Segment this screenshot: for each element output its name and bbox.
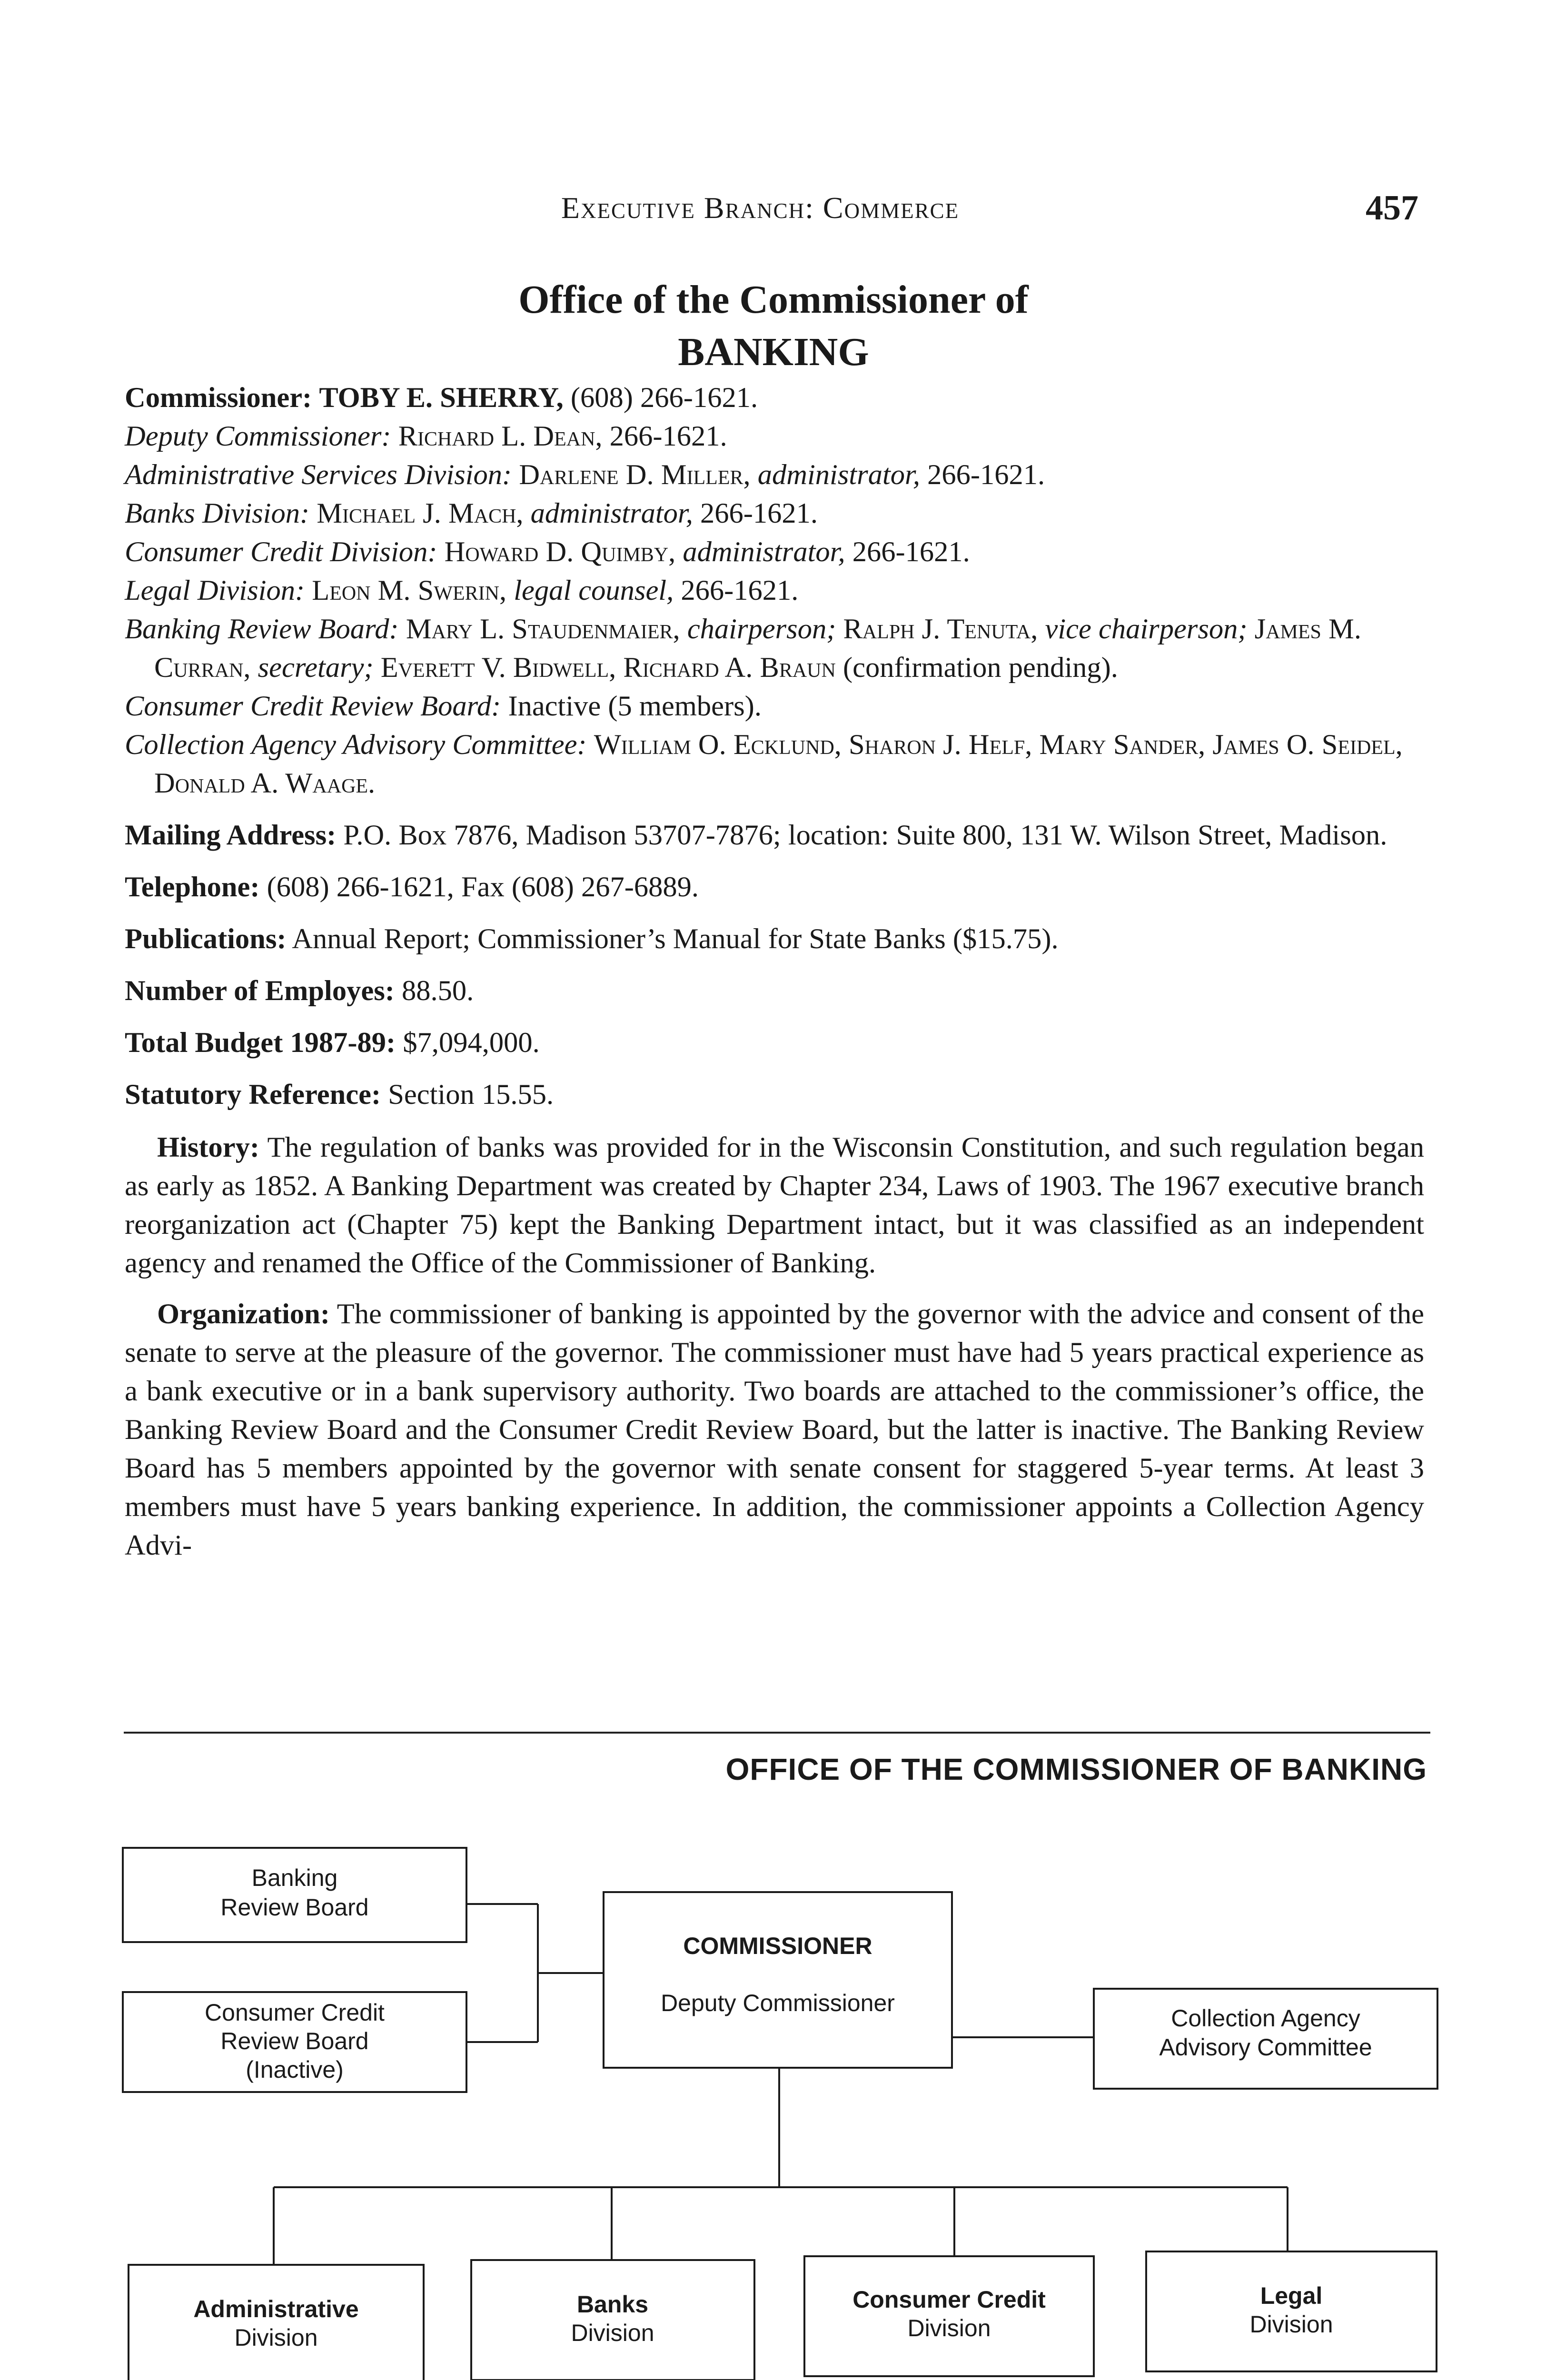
page-number: 457 bbox=[1366, 188, 1418, 228]
caac-box bbox=[1094, 1989, 1437, 2089]
commissioner-box bbox=[604, 1892, 952, 2068]
legal-division-box bbox=[1146, 2251, 1437, 2371]
cc-division-label: Consumer Credit Division: bbox=[125, 536, 437, 568]
deputy-phone: 266-1621. bbox=[609, 420, 727, 452]
org-chart-title: OFFICE OF THE COMMISSIONER OF BANKING bbox=[725, 1752, 1427, 1786]
deputy-name: Richard L. Dean, bbox=[398, 420, 603, 452]
brb-member-2: Ralph J. Tenuta, bbox=[843, 613, 1038, 645]
banks-division-phone: 266-1621. bbox=[700, 497, 818, 529]
legal-division-phone: 266-1621. bbox=[681, 575, 799, 606]
cc-division-box bbox=[804, 2256, 1094, 2376]
caac-box-line2: Advisory Committee bbox=[1159, 2034, 1372, 2061]
legal-division-box-line1: Legal bbox=[1260, 2282, 1323, 2309]
employees-value: 88.50. bbox=[402, 975, 474, 1007]
banks-division-name: Michael J. Mach, bbox=[317, 497, 524, 529]
commissioner-box-title: COMMISSIONER bbox=[683, 1933, 872, 1959]
brb-role-2: vice chairperson; bbox=[1045, 613, 1248, 645]
admin-division-phone: 266-1621. bbox=[927, 459, 1045, 491]
ccrb-box-line2: Review Board bbox=[220, 2028, 369, 2054]
banks-division-box bbox=[471, 2260, 754, 2380]
ccrb-box-line1: Consumer Credit bbox=[205, 1999, 385, 2026]
brb-label: Banking Review Board: bbox=[125, 613, 399, 645]
admin-division-box-border bbox=[129, 2265, 424, 2380]
ccrb-label: Consumer Credit Review Board: bbox=[125, 690, 501, 722]
telephone-label: Telephone: bbox=[125, 871, 260, 903]
caac-box-line1: Collection Agency bbox=[1171, 2005, 1360, 2032]
commissioner-phone: (608) 266-1621. bbox=[570, 382, 758, 414]
banks-division-box-line2: Division bbox=[571, 2320, 654, 2346]
brb-member-1: Mary L. Staudenmaier, bbox=[406, 613, 680, 645]
caac-members: William O. Ecklund, Sharon J. Helf, Mary Sander, James O. Seidel, Donald A. Waage. bbox=[154, 729, 1403, 799]
brb-member-3: James M. Curran, bbox=[154, 613, 1361, 684]
admin-division-role: administrator, bbox=[757, 459, 920, 491]
cc-division-name: Howard D. Quimby, bbox=[444, 536, 676, 568]
legal-division-role: legal counsel, bbox=[514, 575, 674, 606]
legal-division-label: Legal Division: bbox=[125, 575, 305, 606]
brb-box-line2: Review Board bbox=[220, 1894, 369, 1921]
cc-division-role: administrator, bbox=[683, 536, 845, 568]
telephone-value: (608) 266-1621, Fax (608) 267-6889. bbox=[267, 871, 699, 903]
banks-division-role: administrator, bbox=[530, 497, 693, 529]
ccrb-text: Inactive (5 members). bbox=[508, 690, 762, 722]
title-line-1: Office of the Commissioner of bbox=[518, 278, 1029, 322]
employees-label: Number of Employes: bbox=[125, 975, 395, 1007]
deputy-label: Deputy Commissioner: bbox=[125, 420, 391, 452]
ccrb-box-line3: (Inactive) bbox=[246, 2056, 344, 2083]
statutory-label: Statutory Reference: bbox=[125, 1079, 381, 1111]
publications-label: Publications: bbox=[125, 923, 287, 955]
admin-division-box-line1: Administrative bbox=[193, 2296, 359, 2322]
brb-box-line1: Banking bbox=[251, 1864, 338, 1891]
title-line-2: BANKING bbox=[678, 330, 869, 374]
publications-value: Annual Report; Commissioner’s Manual for State Banks ($15.75). bbox=[292, 923, 1059, 955]
banks-division-box-line1: Banks bbox=[576, 2291, 649, 2318]
cc-division-box-line2: Division bbox=[907, 2315, 991, 2341]
organization-text: The commissioner of banking is appointed by the governor with the advice and consent of the senate to serve at the pleasure of the governor. The commissioner must have had 5 years practical experience as a bank executive or in a bank supervisory authority. Two boards are attached to the commissioner’s office, the Banking Review Board and the Consumer Credit Review Board, but the latter is inactive. The Banking Review Board has 5 members appointed by the governor with senate consent for staggered 5-year terms. At least 3 members must have 5 years banking experience. In addition, the commissioner appoints a Collection Agency Advi- bbox=[125, 1298, 1424, 1561]
banks-division-label: Banks Division: bbox=[125, 497, 310, 529]
admin-division-box bbox=[129, 2265, 424, 2380]
cc-division-phone: 266-1621. bbox=[852, 536, 970, 568]
running-head: Executive Branch: Commerce bbox=[561, 191, 960, 225]
organization-label: Organization: bbox=[157, 1298, 330, 1330]
statutory-value: Section 15.55. bbox=[388, 1079, 554, 1111]
commissioner-label: Commissioner: bbox=[125, 382, 312, 414]
commissioner-box-deputy: Deputy Commissioner bbox=[661, 1990, 895, 2016]
admin-division-name: Darlene D. Miller, bbox=[519, 459, 751, 491]
brb-role-1: chairperson; bbox=[687, 613, 836, 645]
ccrb-box bbox=[123, 1992, 466, 2092]
brb-box bbox=[123, 1848, 466, 1942]
brb-note: (confirmation pending). bbox=[842, 652, 1118, 684]
caac-label: Collection Agency Advisory Committee: bbox=[125, 729, 587, 761]
budget-label: Total Budget 1987-89: bbox=[125, 1027, 396, 1059]
brb-role-3: secretary; bbox=[258, 652, 374, 684]
history-label: History: bbox=[157, 1131, 260, 1163]
mailing-label: Mailing Address: bbox=[125, 819, 337, 851]
brb-member-4: Everett V. Bidwell, Richard A. Braun bbox=[380, 652, 836, 684]
commissioner-box-border bbox=[604, 1892, 952, 2068]
mailing-value: P.O. Box 7876, Madison 53707-7876; location: Suite 800, 131 W. Wilson Street, Madison. bbox=[343, 819, 1387, 851]
admin-division-box-line2: Division bbox=[234, 2324, 318, 2351]
cc-division-box-line1: Consumer Credit bbox=[852, 2286, 1046, 2313]
commissioner-name: TOBY E. SHERRY, bbox=[319, 382, 564, 414]
legal-division-box-line2: Division bbox=[1249, 2311, 1333, 2338]
admin-division-label: Administrative Services Division: bbox=[125, 459, 512, 491]
legal-division-name: Leon M. Swerin, bbox=[312, 575, 507, 606]
history-text: The regulation of banks was provided for in the Wisconsin Constitution, and such regulation began as early as 1852. A Banking Department was created by Chapter 234, Laws of 1903. The 1967 executive branch reorganization act (Chapter 75) kept the Banking Department intact, but it was classified as an independent agency and renamed the Office of the Commissioner of Banking. bbox=[125, 1131, 1424, 1279]
budget-value: $7,094,000. bbox=[403, 1027, 540, 1059]
